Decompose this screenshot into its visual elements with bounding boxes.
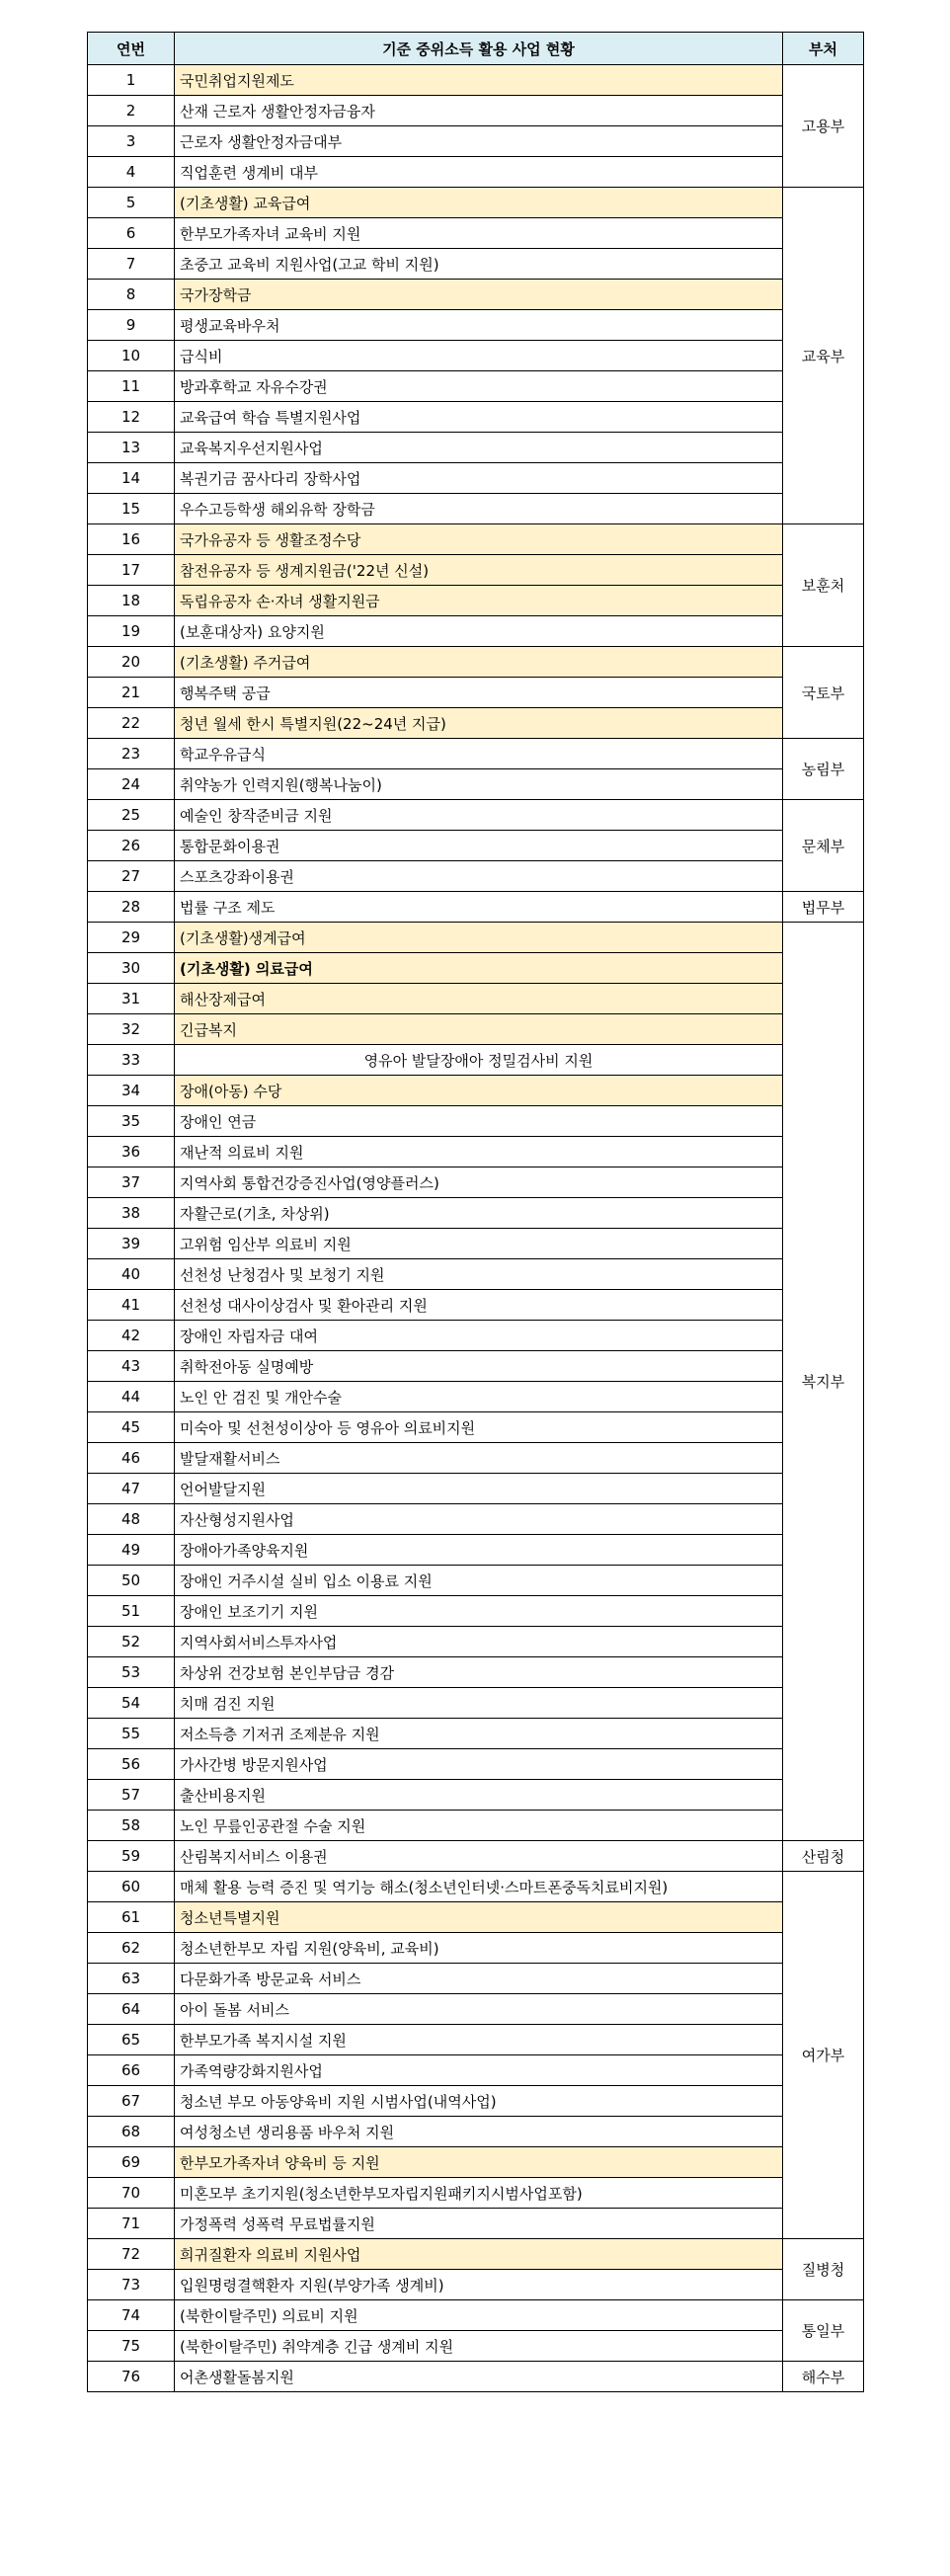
row-number: 70 [88,2178,175,2209]
table-row [88,1688,864,1719]
row-number: 37 [88,1167,175,1198]
table-row [88,1627,864,1657]
table-row [88,1351,864,1382]
row-number: 38 [88,1198,175,1229]
table-row [88,1933,864,1964]
program-name: 출산비용지원 [175,1780,783,1811]
table-row [88,371,864,402]
row-number: 43 [88,1351,175,1382]
table-row [88,2055,864,2086]
table-row [88,2331,864,2362]
table-row [88,1566,864,1596]
row-number: 6 [88,218,175,249]
table-row [88,2086,864,2117]
program-name: (기초생활)생계급여 [175,923,783,953]
program-name: 매체 활용 능력 증진 및 역기능 해소(청소년인터넷·스마트폰중독치료비지원) [175,1872,783,1902]
row-number: 52 [88,1627,175,1657]
program-name: 미혼모부 초기지원(청소년한부모자립지원패키지시범사업포함) [175,2178,783,2209]
row-number: 28 [88,892,175,923]
ministry-cell: 문체부 [783,800,864,892]
program-name: 한부모가족 복지시설 지원 [175,2025,783,2055]
program-name: 청소년특별지원 [175,1902,783,1933]
row-number: 13 [88,433,175,463]
table-row [88,1504,864,1535]
program-name: 희귀질환자 의료비 지원사업 [175,2239,783,2270]
program-name: 청년 월세 한시 특별지원(22~24년 지급) [175,708,783,739]
table-row [88,1106,864,1137]
row-number: 71 [88,2209,175,2239]
table-row [88,2178,864,2209]
program-name: (기초생활) 의료급여 [175,953,783,984]
table-row [88,1321,864,1351]
program-name: 방과후학교 자유수강권 [175,371,783,402]
program-name: 자활근로(기초, 차상위) [175,1198,783,1229]
table-row [88,1412,864,1443]
table-row [88,494,864,524]
ministry-cell: 통일부 [783,2300,864,2362]
table-row [88,616,864,647]
row-number: 74 [88,2300,175,2331]
program-name: 교육급여 학습 특별지원사업 [175,402,783,433]
table-row [88,2362,864,2392]
ministry-cell: 고용부 [783,65,864,188]
program-name: 고위험 임산부 의료비 지원 [175,1229,783,1259]
table-row [88,1045,864,1076]
program-name: 국민취업지원제도 [175,65,783,96]
row-number: 9 [88,310,175,341]
table-row [88,984,864,1014]
row-number: 64 [88,1994,175,2025]
program-name: 어촌생활돌봄지원 [175,2362,783,2392]
program-name: 장애(아동) 수당 [175,1076,783,1106]
row-number: 76 [88,2362,175,2392]
row-number: 1 [88,65,175,96]
program-name: 여성청소년 생리용품 바우처 지원 [175,2117,783,2147]
table-row [88,157,864,188]
table-row [88,1382,864,1412]
program-name: 선천성 난청검사 및 보청기 지원 [175,1259,783,1290]
table-row [88,769,864,800]
program-name: 장애인 보조기기 지원 [175,1596,783,1627]
row-number: 2 [88,96,175,126]
program-name: 초중고 교육비 지원사업(고교 학비 지원) [175,249,783,280]
row-number: 12 [88,402,175,433]
table-row [88,831,864,861]
table-row [88,647,864,678]
row-number: 54 [88,1688,175,1719]
program-name: 한부모가족자녀 양육비 등 지원 [175,2147,783,2178]
program-name: 장애인 거주시설 실비 입소 이용료 지원 [175,1566,783,1596]
table-row [88,1198,864,1229]
program-name: 취학전아동 실명예방 [175,1351,783,1382]
row-number: 67 [88,2086,175,2117]
program-name: 노인 안 검진 및 개안수술 [175,1382,783,1412]
program-name: 교육복지우선지원사업 [175,433,783,463]
row-number: 8 [88,280,175,310]
row-number: 49 [88,1535,175,1566]
program-name: (기초생활) 주거급여 [175,647,783,678]
program-name: 산림복지서비스 이용권 [175,1841,783,1872]
table-row [88,1780,864,1811]
row-number: 65 [88,2025,175,2055]
table-row [88,126,864,157]
row-number: 57 [88,1780,175,1811]
row-number: 22 [88,708,175,739]
table-row [88,1137,864,1167]
table-row [88,1443,864,1474]
program-name: 참전유공자 등 생계지원금('22년 신설) [175,555,783,586]
table-body [88,65,864,2392]
program-name: 예술인 창작준비금 지원 [175,800,783,831]
table-row [88,1535,864,1566]
table-row [88,555,864,586]
header-no: 연번 [88,33,175,65]
row-number: 60 [88,1872,175,1902]
row-number: 61 [88,1902,175,1933]
row-number: 23 [88,739,175,769]
ministry-cell: 교육부 [783,188,864,524]
row-number: 21 [88,678,175,708]
row-number: 14 [88,463,175,494]
row-number: 19 [88,616,175,647]
program-name: 해산장제급여 [175,984,783,1014]
program-name: 장애아가족양육지원 [175,1535,783,1566]
program-name: 저소득층 기저귀 조제분유 지원 [175,1719,783,1749]
table-row [88,678,864,708]
program-name: 입원명령결핵환자 지원(부양가족 생계비) [175,2270,783,2300]
row-number: 68 [88,2117,175,2147]
program-name: 미숙아 및 선천성이상아 등 영유아 의료비지원 [175,1412,783,1443]
program-name: 긴급복지 [175,1014,783,1045]
program-name: 청소년한부모 자립 지원(양육비, 교육비) [175,1933,783,1964]
row-number: 66 [88,2055,175,2086]
row-number: 27 [88,861,175,892]
program-name: 학교우유급식 [175,739,783,769]
program-name: 언어발달지원 [175,1474,783,1504]
table-row [88,1290,864,1321]
row-number: 36 [88,1137,175,1167]
table-row [88,708,864,739]
row-number: 69 [88,2147,175,2178]
ministry-cell: 여가부 [783,1872,864,2239]
table-row [88,586,864,616]
row-number: 46 [88,1443,175,1474]
ministry-cell: 복지부 [783,923,864,1841]
table-row [88,96,864,126]
row-number: 42 [88,1321,175,1351]
row-number: 3 [88,126,175,157]
row-number: 16 [88,524,175,555]
table-row [88,892,864,923]
table-row [88,249,864,280]
ministry-cell: 국토부 [783,647,864,739]
table-row [88,1229,864,1259]
table-row [88,1474,864,1504]
program-name: 산재 근로자 생활안정자금융자 [175,96,783,126]
row-number: 48 [88,1504,175,1535]
program-name: 차상위 건강보험 본인부담금 경감 [175,1657,783,1688]
program-name: 지역사회 통합건강증진사업(영양플러스) [175,1167,783,1198]
program-name: 한부모가족자녀 교육비 지원 [175,218,783,249]
table-row [88,1259,864,1290]
program-name: (북한이탈주민) 취약계층 긴급 생계비 지원 [175,2331,783,2362]
table-row [88,1076,864,1106]
program-name: 노인 무릎인공관절 수술 지원 [175,1811,783,1841]
row-number: 26 [88,831,175,861]
program-name: 국가유공자 등 생활조정수당 [175,524,783,555]
program-name: 스포츠강좌이용권 [175,861,783,892]
program-name: (기초생활) 교육급여 [175,188,783,218]
program-name: 우수고등학생 해외유학 장학금 [175,494,783,524]
table-row [88,1964,864,1994]
row-number: 17 [88,555,175,586]
program-name: 취약농가 인력지원(행복나눔이) [175,769,783,800]
program-name: 청소년 부모 아동양육비 지원 시범사업(내역사업) [175,2086,783,2117]
header-ministry: 부처 [783,33,864,65]
header-program: 기준 중위소득 활용 사업 현황 [175,33,783,65]
row-number: 53 [88,1657,175,1688]
row-number: 58 [88,1811,175,1841]
program-name: 가정폭력 성폭력 무료법률지원 [175,2209,783,2239]
header-row [88,33,864,65]
program-name: 국가장학금 [175,280,783,310]
table-row [88,2147,864,2178]
row-number: 25 [88,800,175,831]
row-number: 33 [88,1045,175,1076]
table-row [88,1872,864,1902]
table-row [88,2209,864,2239]
program-name: 장애인 연금 [175,1106,783,1137]
program-name: 치매 검진 지원 [175,1688,783,1719]
program-name: 직업훈련 생계비 대부 [175,157,783,188]
program-name: (보훈대상자) 요양지원 [175,616,783,647]
row-number: 51 [88,1596,175,1627]
program-name: 발달재활서비스 [175,1443,783,1474]
table-row [88,1167,864,1198]
row-number: 35 [88,1106,175,1137]
row-number: 41 [88,1290,175,1321]
row-number: 56 [88,1749,175,1780]
table-row [88,402,864,433]
row-number: 5 [88,188,175,218]
program-name: 영유아 발달장애아 정밀검사비 지원 [175,1045,783,1076]
row-number: 75 [88,2331,175,2362]
program-name: 자산형성지원사업 [175,1504,783,1535]
table-row [88,1014,864,1045]
row-number: 63 [88,1964,175,1994]
row-number: 10 [88,341,175,371]
table-row [88,280,864,310]
table-row [88,2025,864,2055]
program-name: 아이 돌봄 서비스 [175,1994,783,2025]
ministry-cell: 보훈처 [783,524,864,647]
ministry-cell: 질병청 [783,2239,864,2300]
program-name: 선천성 대사이상검사 및 환아관리 지원 [175,1290,783,1321]
table-row [88,2300,864,2331]
program-name: 법률 구조 제도 [175,892,783,923]
row-number: 4 [88,157,175,188]
program-name: 통합문화이용권 [175,831,783,861]
table-row [88,2117,864,2147]
program-name: 가족역량강화지원사업 [175,2055,783,2086]
table-row [88,310,864,341]
table-row [88,188,864,218]
row-number: 45 [88,1412,175,1443]
row-number: 59 [88,1841,175,1872]
program-name: 지역사회서비스투자사업 [175,1627,783,1657]
table-row [88,1902,864,1933]
row-number: 11 [88,371,175,402]
table-row [88,218,864,249]
row-number: 55 [88,1719,175,1749]
row-number: 62 [88,1933,175,1964]
row-number: 47 [88,1474,175,1504]
row-number: 24 [88,769,175,800]
table-row [88,463,864,494]
row-number: 34 [88,1076,175,1106]
program-name: 재난적 의료비 지원 [175,1137,783,1167]
ministry-cell: 농림부 [783,739,864,800]
program-name: 다문화가족 방문교육 서비스 [175,1964,783,1994]
table-row [88,1657,864,1688]
table-row [88,1811,864,1841]
row-number: 50 [88,1566,175,1596]
table-row [88,433,864,463]
program-name: 가사간병 방문지원사업 [175,1749,783,1780]
table-row [88,341,864,371]
table-row [88,2239,864,2270]
table-row [88,1596,864,1627]
program-name: 독립유공자 손·자녀 생활지원금 [175,586,783,616]
program-name: 평생교육바우처 [175,310,783,341]
program-name: (북한이탈주민) 의료비 지원 [175,2300,783,2331]
program-table [87,32,864,2392]
program-name: 급식비 [175,341,783,371]
row-number: 73 [88,2270,175,2300]
table-row [88,1719,864,1749]
row-number: 39 [88,1229,175,1259]
program-name: 복권기금 꿈사다리 장학사업 [175,463,783,494]
row-number: 30 [88,953,175,984]
table-row [88,861,864,892]
table-row [88,1749,864,1780]
row-number: 40 [88,1259,175,1290]
table-row [88,923,864,953]
row-number: 29 [88,923,175,953]
program-name: 장애인 자립자금 대여 [175,1321,783,1351]
row-number: 7 [88,249,175,280]
row-number: 72 [88,2239,175,2270]
program-name: 행복주택 공급 [175,678,783,708]
row-number: 32 [88,1014,175,1045]
row-number: 18 [88,586,175,616]
program-name: 근로자 생활안정자금대부 [175,126,783,157]
ministry-cell: 법무부 [783,892,864,923]
row-number: 44 [88,1382,175,1412]
table-row [88,800,864,831]
table-row [88,953,864,984]
row-number: 31 [88,984,175,1014]
table-row [88,1841,864,1872]
row-number: 15 [88,494,175,524]
ministry-cell: 산림청 [783,1841,864,1872]
table-row [88,739,864,769]
table-row [88,1994,864,2025]
table-row [88,2270,864,2300]
ministry-cell: 해수부 [783,2362,864,2392]
table-row [88,65,864,96]
table-row [88,524,864,555]
row-number: 20 [88,647,175,678]
